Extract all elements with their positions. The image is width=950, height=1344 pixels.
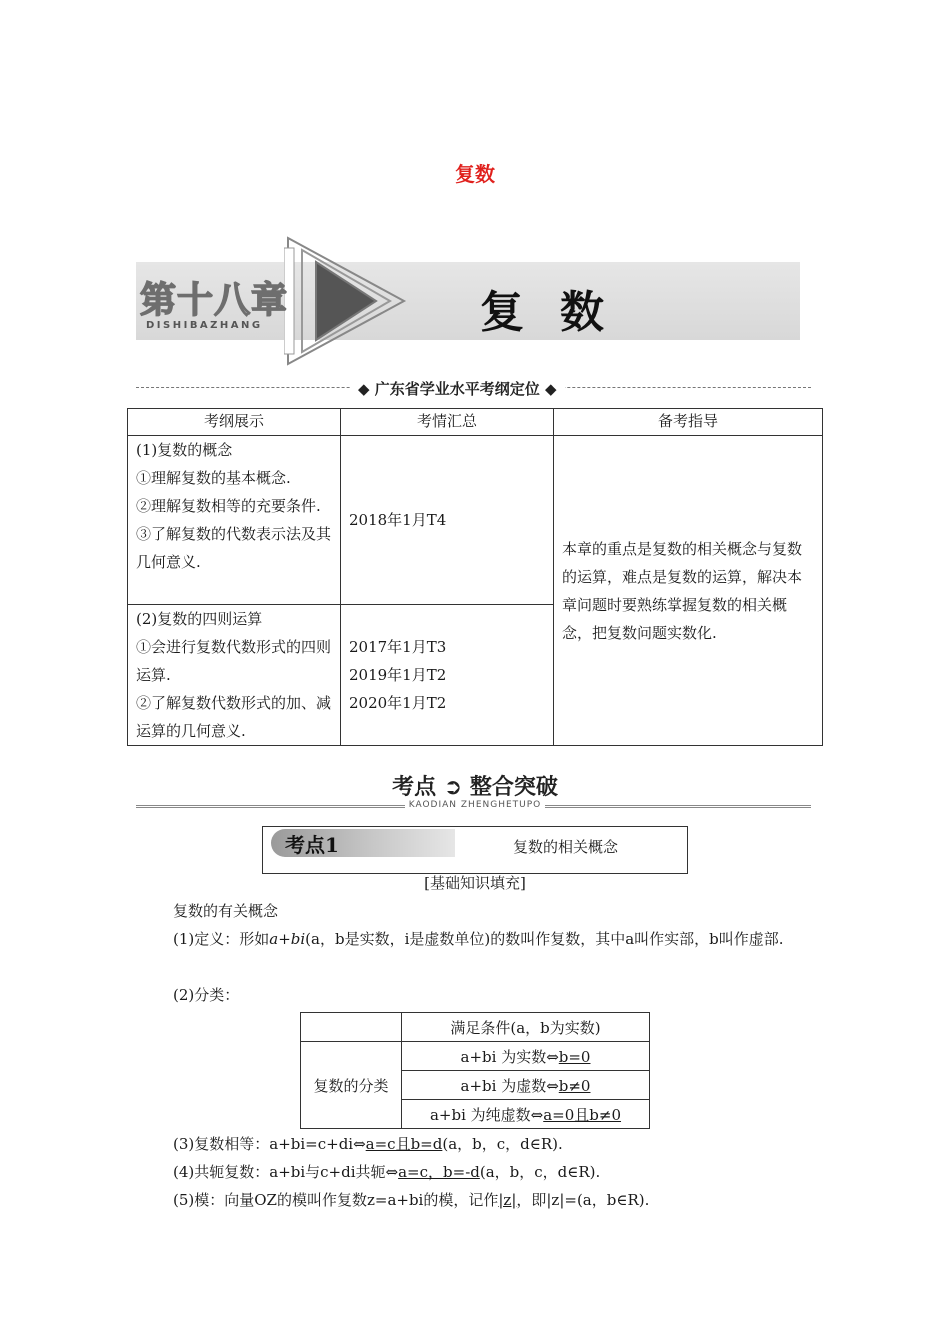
conjugate-paragraph bbox=[137, 1158, 817, 1186]
classification-table bbox=[300, 1012, 650, 1129]
answer-run: a=c，b=-d bbox=[398, 1163, 480, 1181]
col-header: 考纲展示 bbox=[128, 409, 341, 436]
text-run: (3)复数相等：a+bi=c+di⇔ bbox=[173, 1135, 366, 1153]
text-run: (4)共轭复数：a+bi与c+di共轭⇔ bbox=[173, 1163, 399, 1181]
table-row bbox=[402, 1071, 650, 1100]
outline-line: (2)复数的四则运算 bbox=[136, 610, 263, 628]
table-row bbox=[402, 1100, 650, 1129]
col-header: 备考指导 bbox=[554, 409, 823, 436]
outline-line: ①理解复数的基本概念. bbox=[136, 469, 291, 487]
outline-cell bbox=[128, 436, 341, 605]
equality-paragraph bbox=[137, 1130, 817, 1158]
guide-cell bbox=[554, 436, 823, 746]
text-run: (a，b是实数，i是虚数单位)的数叫作复数，其中a叫作实部，b叫作虚部. bbox=[305, 930, 784, 948]
fill-label: [基础知识填充] bbox=[424, 874, 526, 892]
answer-run: |z| bbox=[498, 1191, 517, 1209]
row-answer: b=0 bbox=[558, 1047, 591, 1066]
chapter-banner bbox=[136, 236, 800, 366]
exam-cell bbox=[341, 436, 554, 605]
outline-line: ①会进行复数代数形式的四则运算. bbox=[136, 638, 332, 684]
text-run: (a，b，c，d∈R). bbox=[479, 1163, 601, 1181]
text-run: ，即|z|=(a，b∈R). bbox=[516, 1191, 650, 1209]
chapter-pinyin: DISHIBAZHANG bbox=[146, 320, 263, 331]
syllabus-table bbox=[127, 408, 823, 746]
row-answer: a=0且b≠0 bbox=[543, 1105, 622, 1124]
definition-paragraph bbox=[137, 925, 817, 953]
outline-cell bbox=[128, 605, 341, 746]
text-run: (a，b，c，d∈R). bbox=[442, 1135, 563, 1153]
exam-entry: 2017年1月T3 bbox=[349, 638, 447, 656]
point-box bbox=[262, 826, 688, 874]
exam-entry: 2020年1月T2 bbox=[349, 694, 447, 712]
exam-entry: 2018年1月T4 bbox=[349, 511, 447, 529]
empty-cell bbox=[301, 1013, 402, 1042]
outline-line: ②理解复数相等的充要条件. bbox=[136, 497, 321, 515]
chapter-title: 复数 bbox=[480, 287, 640, 338]
section-subtitle bbox=[0, 800, 950, 810]
table-header: 满足条件(a，b为实数) bbox=[402, 1013, 650, 1042]
play-arrow-icon bbox=[284, 236, 414, 366]
classification-label: (2)分类： bbox=[173, 986, 240, 1004]
modulus-paragraph bbox=[137, 1186, 817, 1214]
chapter-label: 第十八章 bbox=[140, 280, 289, 321]
text-run: (5)模：向量OZ的模叫作复数z=a+bi的模，记作 bbox=[173, 1191, 499, 1209]
table-row bbox=[402, 1042, 650, 1071]
row-lhs: a+bi 为实数⇔ bbox=[460, 1047, 559, 1066]
outline-line: ②了解复数代数形式的加、减运算的几何意义. bbox=[136, 694, 332, 740]
exam-entry: 2019年1月T2 bbox=[349, 666, 447, 684]
outline-line: ③了解复数的代数表示法及其几何意义. bbox=[136, 525, 332, 571]
section-title: 考点 ➲ 整合突破 bbox=[392, 775, 558, 800]
exam-cell bbox=[341, 605, 554, 746]
row-lhs: a+bi 为纯虚数⇔ bbox=[429, 1105, 544, 1124]
document-title: 复数 bbox=[455, 162, 495, 186]
outline-line: (1)复数的概念 bbox=[136, 441, 233, 459]
row-label: 复数的分类 bbox=[301, 1042, 402, 1129]
math-run: a+bi bbox=[269, 930, 306, 948]
text-run: (1)定义：形如 bbox=[173, 930, 270, 948]
content-heading: 复数的有关概念 bbox=[173, 902, 279, 920]
col-header: 考情汇总 bbox=[341, 409, 554, 436]
point-label: 考点1 bbox=[285, 833, 339, 857]
point-title: 复数的相关概念 bbox=[513, 838, 619, 856]
answer-run: a=c且b=d bbox=[365, 1135, 443, 1153]
row-lhs: a+bi 为虚数⇔ bbox=[460, 1076, 559, 1095]
guide-text: 本章的重点是复数的相关概念与复数的运算，难点是复数的运算，解决本章问题时要熟练掌握复数的相关概念，把复数问题实数化. bbox=[562, 539, 803, 642]
row-answer: b≠0 bbox=[558, 1076, 591, 1095]
syllabus-heading: ◆ 广东省学业水平考纲定位 ◆ bbox=[350, 378, 565, 399]
section-subtitle-text: KAODIAN ZHENGHETUPO bbox=[405, 800, 546, 810]
